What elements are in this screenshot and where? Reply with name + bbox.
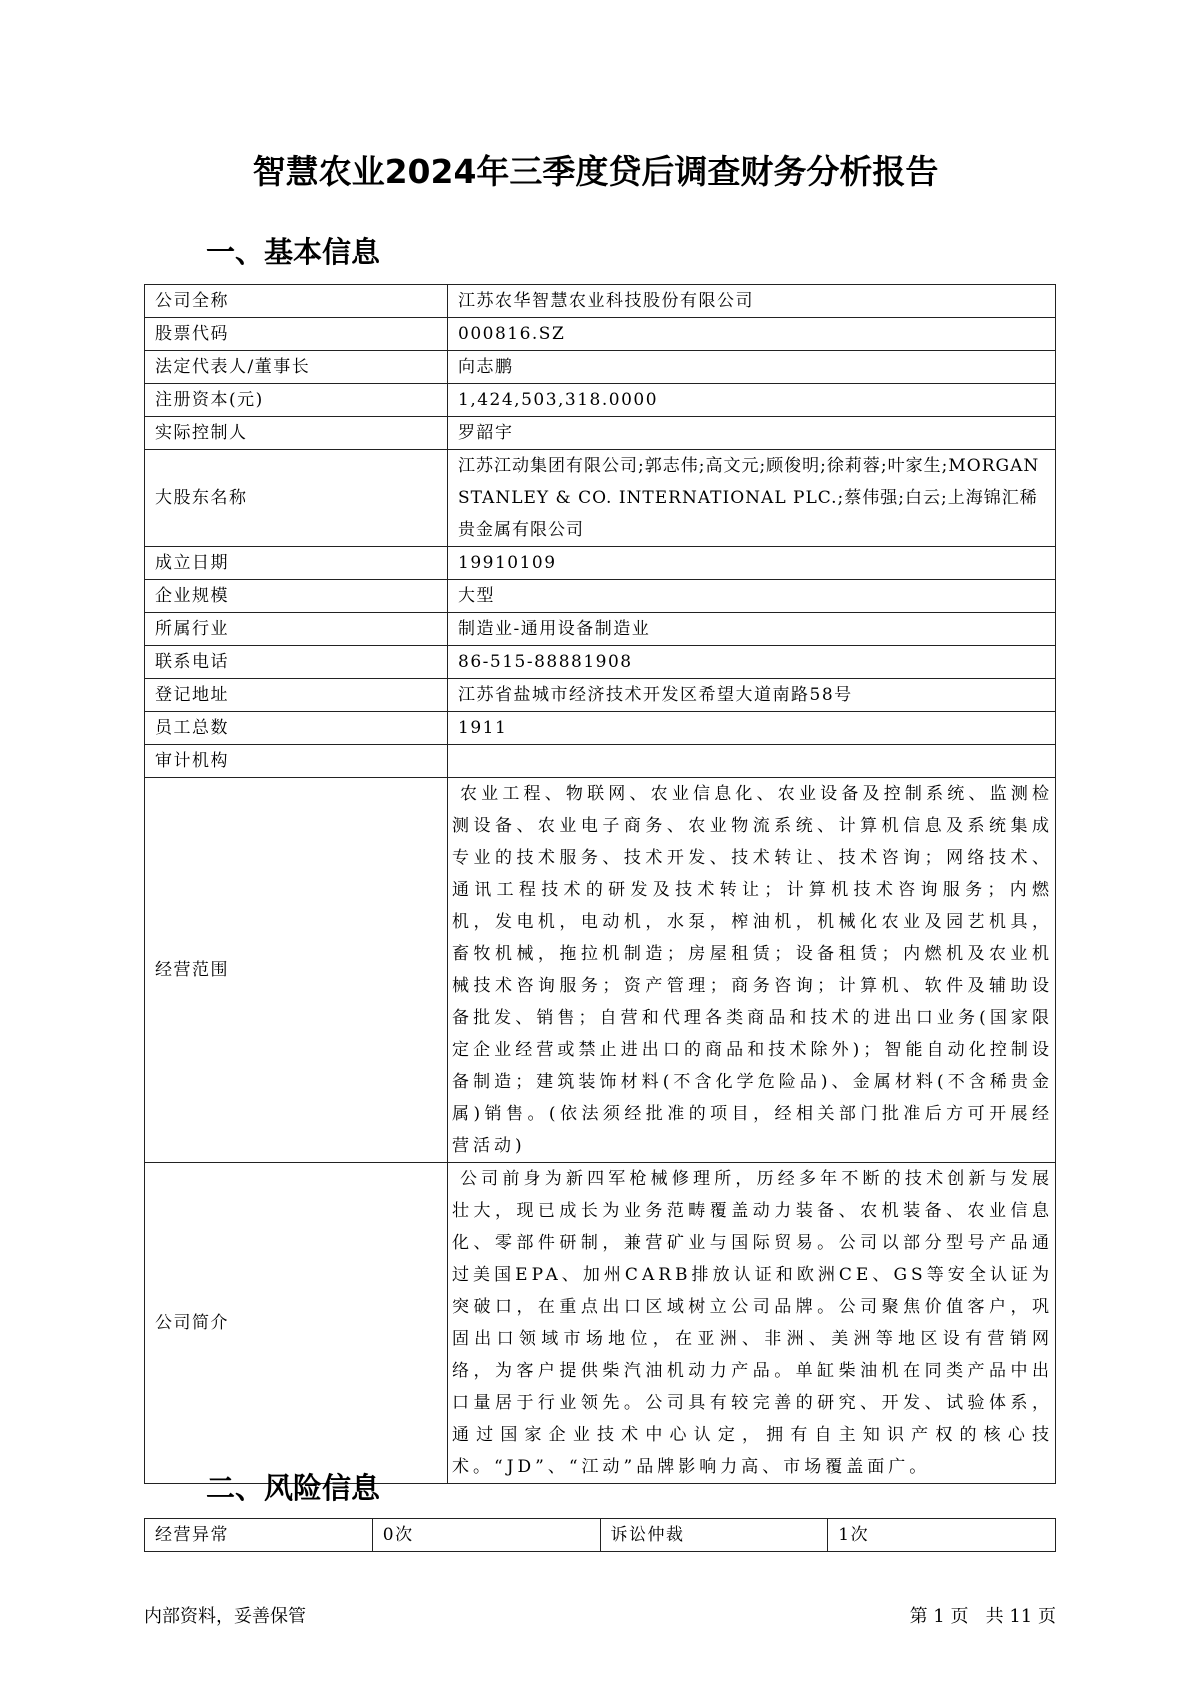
field-value: 86-515-88881908 xyxy=(448,646,1056,679)
table-row xyxy=(145,351,1056,384)
field-label: 员工总数 xyxy=(145,712,448,745)
field-label: 登记地址 xyxy=(145,679,448,712)
field-label: 联系电话 xyxy=(145,646,448,679)
basic-info-table xyxy=(144,284,1056,1484)
field-value: 1911 xyxy=(448,712,1056,745)
table-row xyxy=(145,778,1056,1163)
table-row xyxy=(145,646,1056,679)
field-label: 大股东名称 xyxy=(145,450,448,547)
field-label: 公司简介 xyxy=(145,1163,448,1484)
section-heading-basic-info: 一、基本信息 xyxy=(206,235,381,269)
field-label: 成立日期 xyxy=(145,547,448,580)
field-label: 经营范围 xyxy=(145,778,448,1163)
risk-label-operating-anomaly: 经营异常 xyxy=(145,1519,373,1552)
table-row xyxy=(145,712,1056,745)
risk-info-table xyxy=(144,1518,1056,1552)
field-label: 企业规模 xyxy=(145,580,448,613)
field-label: 注册资本(元) xyxy=(145,384,448,417)
table-row xyxy=(145,745,1056,778)
table-row xyxy=(145,1163,1056,1484)
field-label: 审计机构 xyxy=(145,745,448,778)
field-label: 法定代表人/董事长 xyxy=(145,351,448,384)
field-value xyxy=(448,745,1056,778)
table-row xyxy=(145,417,1056,450)
field-label: 股票代码 xyxy=(145,318,448,351)
table-row xyxy=(145,384,1056,417)
field-value: 向志鹏 xyxy=(448,351,1056,384)
field-label: 所属行业 xyxy=(145,613,448,646)
section-heading-risk-info: 二、风险信息 xyxy=(206,1471,381,1505)
field-value: 1,424,503,318.0000 xyxy=(448,384,1056,417)
field-value: 000816.SZ xyxy=(448,318,1056,351)
table-row xyxy=(145,679,1056,712)
field-value: 大型 xyxy=(448,580,1056,613)
field-value: 农业工程、物联网、农业信息化、农业设备及控制系统、监测检测设备、农业电子商务、农业物流系统、计算机信息及系统集成专业的技术服务、技术开发、技术转让、技术咨询；网络技术、通讯工程技术的研发及技术转让；计算机技术咨询服务；内燃机，发电机，电动机，水泵，榨油机，机械化农业及园艺机具，畜牧机械，拖拉机制造；房屋租赁；设备租赁；内燃机及农业机械技术咨询服务；资产管理；商务咨询；计算机、软件及辅助设备批发、销售；自营和代理各类商品和技术的进出口业务(国家限定企业经营或禁止进出口的商品和技术除外)；智能自动化控制设备制造；建筑装饰材料(不含化学危险品)、金属材料(不含稀贵金属)销售。(依法须经批准的项目，经相关部门批准后方可开展经营活动) xyxy=(448,778,1056,1163)
report-title: 智慧农业2024年三季度贷后调查财务分析报告 xyxy=(252,152,939,191)
footer-page-number: 第 1 页 共 11 页 xyxy=(909,1606,1056,1627)
field-value: 江苏农华智慧农业科技股份有限公司 xyxy=(448,285,1056,318)
field-label: 公司全称 xyxy=(145,285,448,318)
table-row xyxy=(145,285,1056,318)
field-value: 19910109 xyxy=(448,547,1056,580)
table-row xyxy=(145,450,1056,547)
field-value: 江苏省盐城市经济技术开发区希望大道南路58号 xyxy=(448,679,1056,712)
field-value: 江苏江动集团有限公司;郭志伟;高文元;顾俊明;徐莉蓉;叶家生;MORGAN STANLEY & CO. INTERNATIONAL PLC.;蔡伟强;白云;上海锦汇稀贵金属有限公司 xyxy=(448,450,1056,547)
field-value: 罗韶宇 xyxy=(448,417,1056,450)
field-label: 实际控制人 xyxy=(145,417,448,450)
table-row xyxy=(145,318,1056,351)
footer-confidential: 内部资料，妥善保管 xyxy=(144,1606,306,1627)
risk-value-operating-anomaly: 0次 xyxy=(372,1519,600,1552)
table-row xyxy=(145,1519,1056,1552)
risk-value-litigation: 1次 xyxy=(828,1519,1056,1552)
field-value: 制造业-通用设备制造业 xyxy=(448,613,1056,646)
table-row xyxy=(145,613,1056,646)
risk-label-litigation: 诉讼仲裁 xyxy=(600,1519,828,1552)
field-value: 公司前身为新四军枪械修理所，历经多年不断的技术创新与发展壮大，现已成长为业务范畴覆盖动力装备、农机装备、农业信息化、零部件研制，兼营矿业与国际贸易。公司以部分型号产品通过美国EPA、加州CARB排放认证和欧洲CE、GS等安全认证为突破口，在重点出口区域树立公司品牌。公司聚焦价值客户，巩固出口领域市场地位，在亚洲、非洲、美洲等地区设有营销网络，为客户提供柴汽油机动力产品。单缸柴油机在同类产品中出口量居于行业领先。公司具有较完善的研究、开发、试验体系，通过国家企业技术中心认定，拥有自主知识产权的核心技术。“JD”、“江动”品牌影响力高、市场覆盖面广。 xyxy=(448,1163,1056,1484)
table-row xyxy=(145,547,1056,580)
table-row xyxy=(145,580,1056,613)
